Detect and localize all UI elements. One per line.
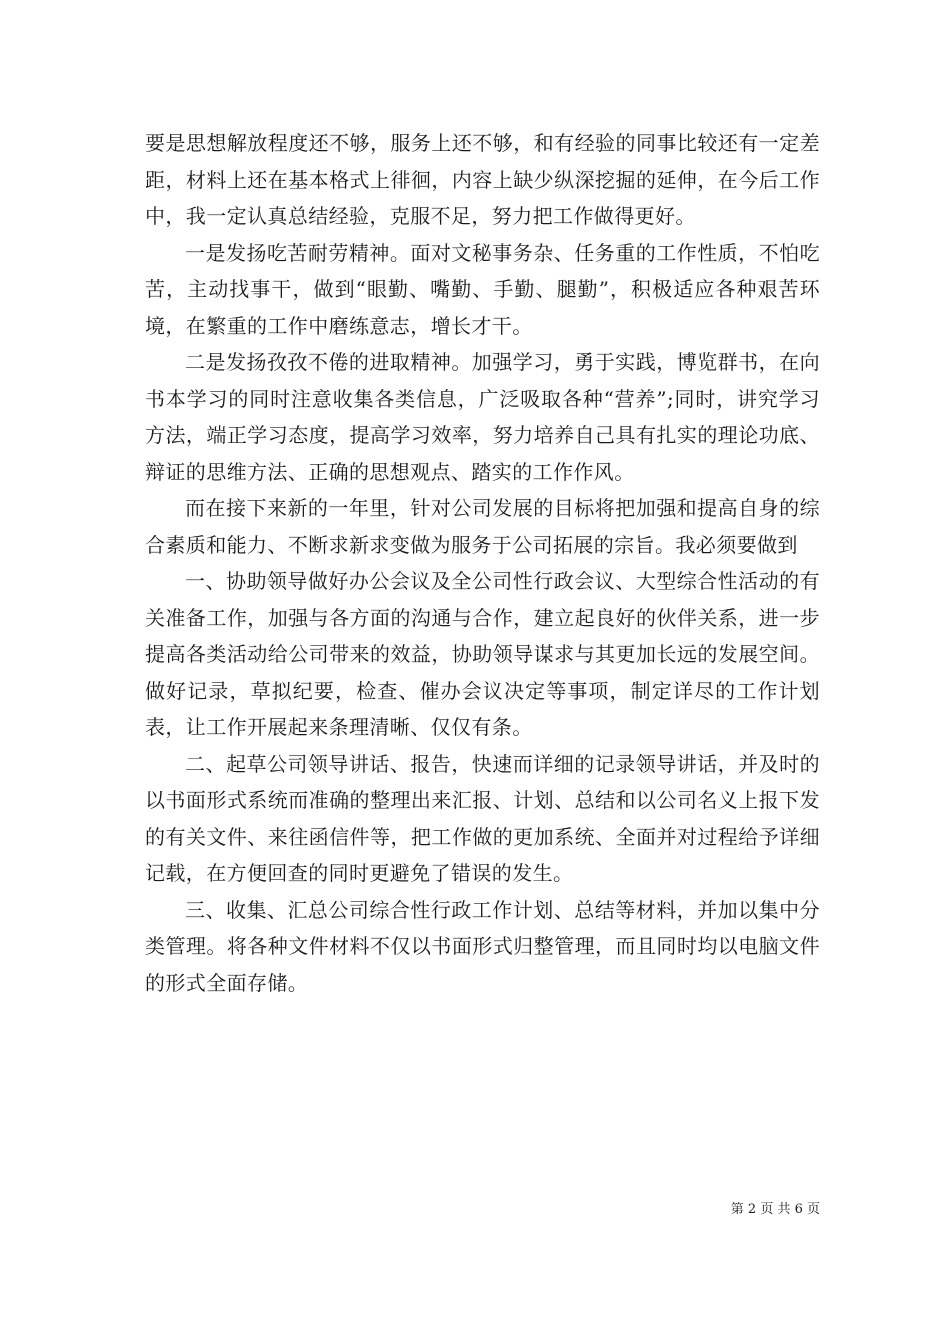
document-body (145, 125, 820, 1001)
paragraph-learning-spirit: 二是发扬孜孜不倦的进取精神。加强学习，勇于实践，博览群书，在向书本学习的同时注意收集各类信息，广泛吸取各种“营养”;同时，讲究学习方法，端正学习态度，提高学习效率，努力培养自己具有扎实的理论功底、辩证的思维方法、正确的思想观点、踏实的工作作风。 (145, 350, 820, 484)
paragraph-item-two: 二、起草公司领导讲话、报告，快速而详细的记录领导讲话，并及时的以书面形式系统而准确的整理出来汇报、计划、总结和以公司名义上报下发的有关文件、来往函信件等，把工作做的更加系统、全面并对过程给予详细记载，在方便回查的同时更避免了错误的发生。 (145, 751, 820, 885)
paragraph-item-one: 一、协助领导做好办公会议及全公司性行政会议、大型综合性活动的有关准备工作，加强与各方面的沟通与合作，建立起良好的伙伴关系，进一步提高各类活动给公司带来的效益，协助领导谋求与其更加长远的发展空间。做好记录，草拟纪要，检查、催办会议决定等事项，制定详尽的工作计划表，让工作开展起来条理清晰、仅仅有条。 (145, 569, 820, 739)
paragraph-continuation: 要是思想解放程度还不够，服务上还不够，和有经验的同事比较还有一定差距，材料上还在基本格式上徘徊，内容上缺少纵深挖掘的延伸，在今后工作中，我一定认真总结经验，克服不足，努力把工作做得更好。 (145, 131, 820, 228)
paragraph-item-three: 三、收集、汇总公司综合性行政工作计划、总结等材料，并加以集中分类管理。将各种文件材料不仅以书面形式归整管理，而且同时均以电脑文件的形式全面存储。 (145, 897, 820, 995)
paragraph-new-year-plan: 而在接下来新的一年里，针对公司发展的目标将把加强和提高自身的综合素质和能力、不断求新求变做为服务于公司拓展的宗旨。我必须要做到 (145, 496, 820, 557)
page-number: 第 2 页 共 6 页 (730, 1202, 820, 1217)
paragraph-hardworking-spirit: 一是发扬吃苦耐劳精神。面对文秘事务杂、任务重的工作性质，不怕吃苦，主动找事干，做到“眼勤、嘴勤、手勤、腿勤”，积极适应各种艰苦环境，在繁重的工作中磨练意志，增长才干。 (145, 240, 820, 338)
